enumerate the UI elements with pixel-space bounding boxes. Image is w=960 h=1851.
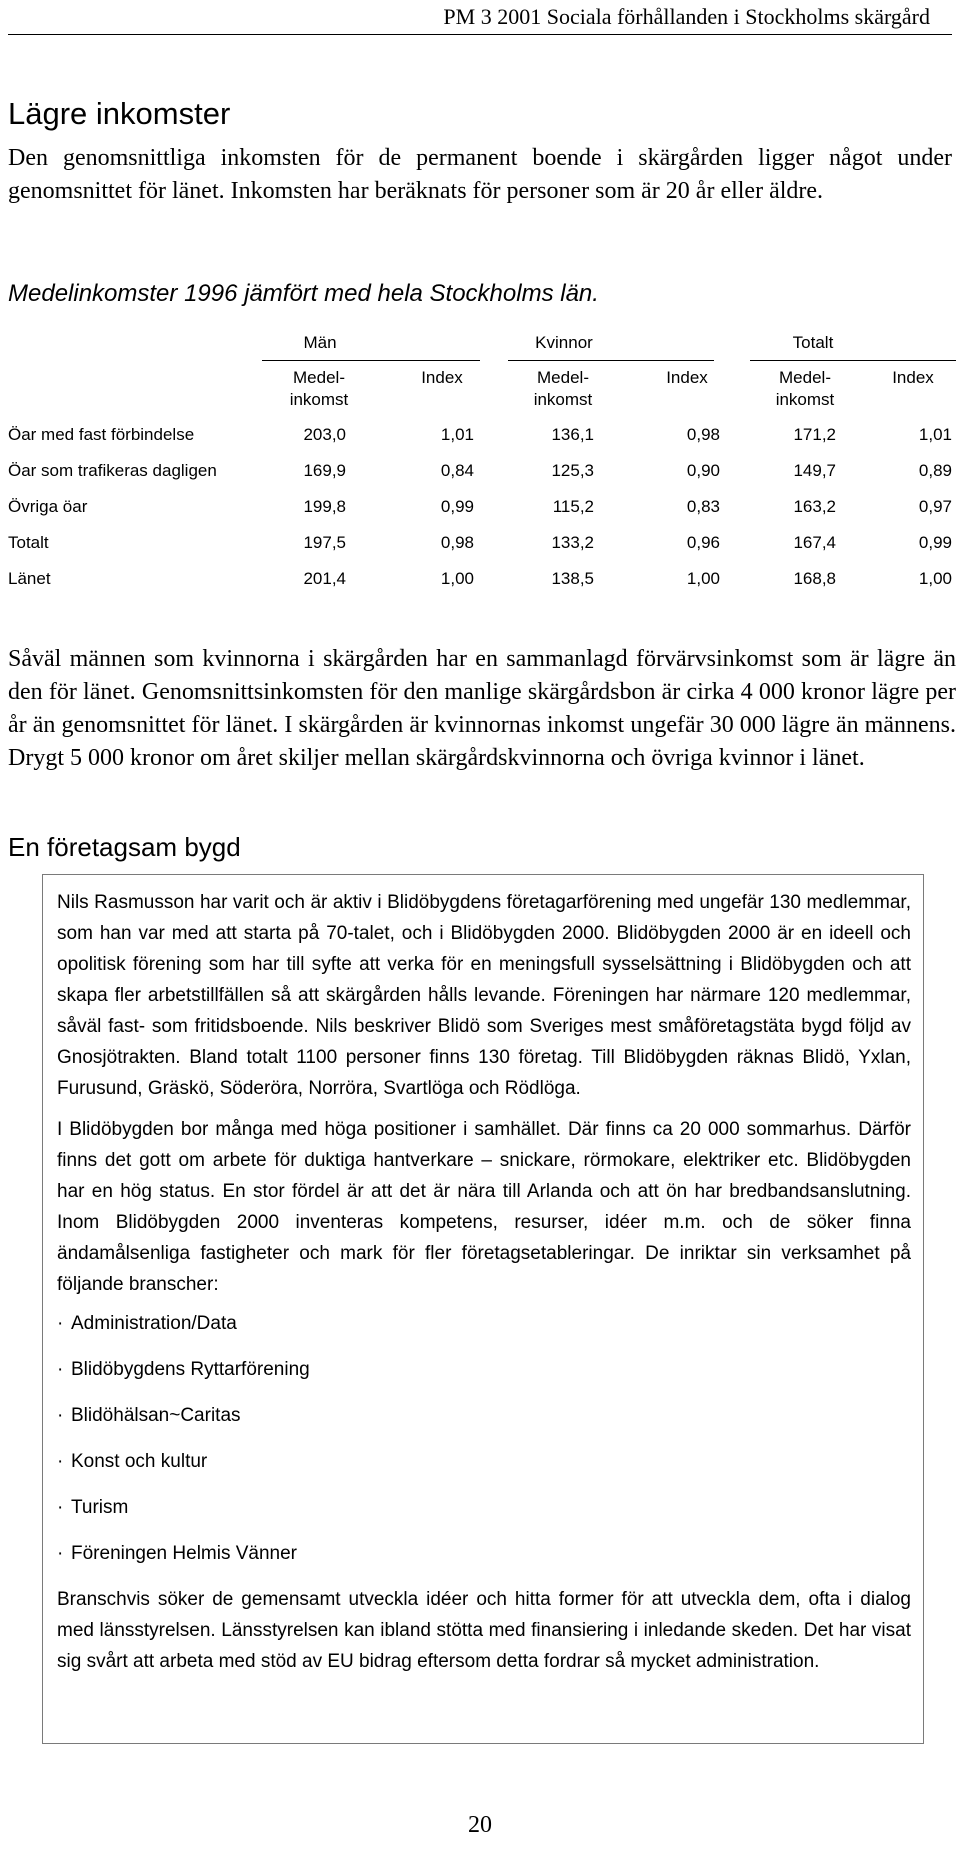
table-row xyxy=(8,533,952,559)
row-label: Länet xyxy=(8,569,51,588)
case-study-box xyxy=(42,874,924,1744)
col-head-totalt-index: Index xyxy=(892,368,934,387)
row-label: Öar som trafikeras dagligen xyxy=(8,461,217,480)
row-label: Övriga öar xyxy=(8,497,88,516)
box-paragraph-2: I Blidöbygden bor många med höga positioner i samhället. Där finns ca 20 000 sommarhus. Därför finns det gott om arbete för duktiga hantverkare – snickare, rörmokare, elektriker etc. Blidöbygden har en hög status. En stor fördel är att det är nära till Arlanda och att ön har bredbandsanslutning. Inom Blidöbygden 2000 inventeras kompetens, resurser, idéer m.m. och de söker finna ändamålsenliga fastigheter och mark för fler företagsetableringar. De inriktar sin verksamhet på följande branscher: xyxy=(57,1119,911,1295)
section-heading-en-foretagsam-bygd: En företagsam bygd xyxy=(8,832,241,862)
col-head-kvinnor-index: Index xyxy=(666,368,708,387)
list-item: · Turism xyxy=(57,1492,911,1538)
table-cell: 171,2 xyxy=(793,425,836,444)
table-cell: 1,00 xyxy=(440,569,474,588)
col-head-man-medelinkomst: Medel- inkomst xyxy=(289,368,349,409)
table-cell: 0,99 xyxy=(440,497,474,516)
table-cell: 199,8 xyxy=(303,497,346,516)
table-row xyxy=(8,569,952,595)
table-row xyxy=(8,425,952,451)
table-row xyxy=(8,497,952,523)
box-paragraph-3: Branschvis söker de gemensamt utveckla idéer och hitta former för att utveckla dem, ofta i dialog med länsstyrelsen. Länsstyrelsen kan ibland stötta med finansiering i inledande skeden. Det har visat sig svårt att arbeta med stöd av EU bidrag eftersom detta fordrar så mycket administration. xyxy=(57,1589,911,1672)
bullet-dot-icon: · xyxy=(57,1405,64,1426)
list-item: · Blidöbygdens Ryttarförening xyxy=(57,1354,911,1400)
table-cell: 197,5 xyxy=(303,533,346,552)
bullet-dot-icon: · xyxy=(57,1451,64,1472)
table-cell: 203,0 xyxy=(303,425,346,444)
industry-list xyxy=(57,1308,911,1584)
table-cell: 163,2 xyxy=(793,497,836,516)
table-caption: Medelinkomster 1996 jämfört med hela Stockholms län. xyxy=(8,280,599,307)
group-label-kvinnor: Kvinnor xyxy=(535,333,593,352)
page-number: 20 xyxy=(468,1812,492,1838)
table-cell: 0,89 xyxy=(918,461,952,480)
header-rule xyxy=(8,34,952,35)
table-cell: 1,01 xyxy=(440,425,474,444)
list-item: · Konst och kultur xyxy=(57,1446,911,1492)
row-label: Totalt xyxy=(8,533,49,552)
income-comparison-paragraph: Såväl männen som kvinnorna i skärgården har en sammanlagd förvärvsinkomst som är lägre än den för länet. Genomsnittsinkomsten för den manlige skärgårdsbon är cirka 4 000 kronor lägre per år än genomsnittet för länet. I skärgården är kvinnornas inkomst ungefär 30 000 lägre än männens. Drygt 5 000 kronor om året skiljer mellan skärgårdskvinnorna och övriga kvinnor i länet. xyxy=(8,646,956,771)
table-cell: 0,90 xyxy=(686,461,720,480)
bullet-dot-icon: · xyxy=(57,1313,64,1334)
group-rule-man xyxy=(262,360,480,361)
section-heading-lagre-inkomster: Lägre inkomster xyxy=(8,96,231,131)
group-label-man: Män xyxy=(303,333,337,352)
table-cell: 0,83 xyxy=(686,497,720,516)
table-cell: 167,4 xyxy=(793,533,836,552)
running-header: PM 3 2001 Sociala förhållanden i Stockholms skärgård xyxy=(443,4,930,29)
table-cell: 1,01 xyxy=(918,425,952,444)
list-item: · Blidöhälsan~Caritas xyxy=(57,1400,911,1446)
row-label: Öar med fast förbindelse xyxy=(8,425,195,444)
table-cell: 1,00 xyxy=(918,569,952,588)
table-cell: 1,00 xyxy=(686,569,720,588)
bullet-dot-icon: · xyxy=(57,1543,64,1564)
table-cell: 0,84 xyxy=(440,461,474,480)
table-cell: 138,5 xyxy=(551,569,594,588)
bullet-dot-icon: · xyxy=(57,1359,64,1380)
box-paragraph-1: Nils Rasmusson har varit och är aktiv i Blidöbygdens företagarförening med ungefär 130 medlemmar, som han var med att starta på 70-talet, och i Blidöbygden 2000. Blidöbygden 2000 är en ideell och opolitisk förening som har till syfte att verka för en meningsfull sysselsättning i Blidöbygden och att skapa fler arbetstillfällen så att skärgården hålls levande. Föreningen har närmare 120 medlemmar, såväl fast- som fritidsboende. Nils beskriver Blidö som Sveriges mest småföretagstäta bygd följd av Gnosjötrakten. Bland totalt 1100 personer finns 130 företag. Till Blidöbygden räknas Blidö, Yxlan, Furusund, Gräskö, Söderöra, Norröra, Svartlöga och Rödlöga. xyxy=(57,892,911,1099)
table-cell: 168,8 xyxy=(793,569,836,588)
list-item: · Föreningen Helmis Vänner xyxy=(57,1538,911,1584)
col-head-kvinnor-medelinkomst: Medel- inkomst xyxy=(533,368,593,409)
table-cell: 149,7 xyxy=(793,461,836,480)
intro-paragraph: Den genomsnittliga inkomsten för de permanent boende i skärgården ligger något under genomsnittet för länet. Inkomsten har beräknats för personer som är 20 år eller äldre. xyxy=(8,145,952,204)
table-cell: 0,98 xyxy=(440,533,474,552)
group-label-totalt: Totalt xyxy=(792,333,834,352)
table-cell: 0,98 xyxy=(686,425,720,444)
table-cell: 125,3 xyxy=(551,461,594,480)
table-cell: 201,4 xyxy=(303,569,346,588)
list-item: · Administration/Data xyxy=(57,1308,911,1354)
table-cell: 136,1 xyxy=(551,425,594,444)
col-head-totalt-medelinkomst: Medel- inkomst xyxy=(775,368,835,409)
table-cell: 169,9 xyxy=(303,461,346,480)
table-cell: 0,99 xyxy=(918,533,952,552)
col-head-man-index: Index xyxy=(421,368,463,387)
table-cell: 115,2 xyxy=(552,497,594,516)
table-row xyxy=(8,461,952,487)
group-rule-kvinnor xyxy=(508,360,714,361)
group-rule-totalt xyxy=(750,360,956,361)
bullet-dot-icon: · xyxy=(57,1497,64,1518)
table-cell: 0,96 xyxy=(686,533,720,552)
table-cell: 133,2 xyxy=(551,533,594,552)
table-cell: 0,97 xyxy=(918,497,952,516)
